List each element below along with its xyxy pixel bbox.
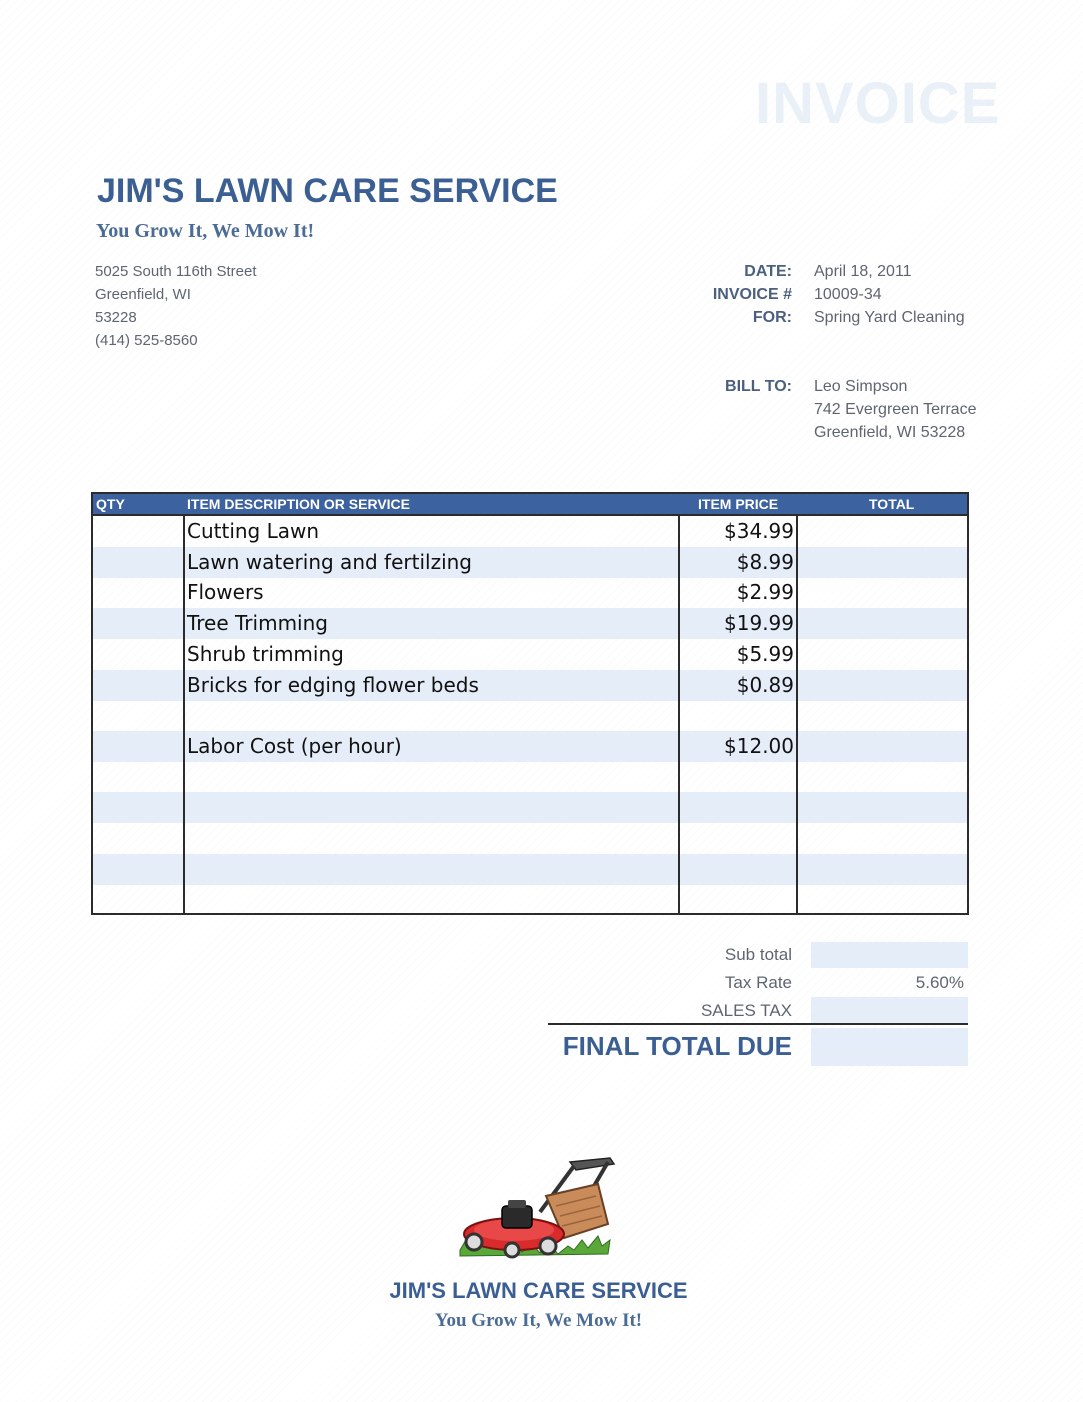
row-price	[680, 700, 794, 731]
row-description: Labor Cost (per hour)	[187, 733, 402, 758]
invoice-meta-values	[814, 260, 965, 329]
row-price: $2.99	[736, 580, 794, 605]
tax-rate-value: 5.60%	[915, 973, 964, 992]
row-total	[803, 884, 963, 915]
bill-to-label: BILL TO:	[725, 378, 792, 395]
bill-to-address	[814, 375, 976, 444]
row-total	[803, 639, 963, 670]
footer-slogan: You Grow It, We Mow It!	[434, 1310, 643, 1331]
row-price: $19.99	[724, 611, 794, 636]
bill-to-street: 742 Evergreen Terrace	[814, 401, 977, 418]
row-total	[803, 762, 963, 793]
row-price	[680, 823, 794, 854]
company-address	[95, 260, 257, 352]
footer-company-name: JIM'S LAWN CARE SERVICE	[389, 1278, 688, 1303]
sales-tax-label: SALES TAX	[700, 1001, 792, 1020]
row-description: Tree Trimming	[187, 611, 328, 636]
row-total	[803, 547, 963, 578]
item-price-header: ITEM PRICE	[698, 496, 779, 512]
column-divider-price	[796, 516, 798, 913]
row-total	[803, 731, 963, 762]
row-price	[680, 884, 794, 915]
table-row	[93, 700, 967, 731]
final-total-box	[811, 1028, 968, 1066]
row-description: Shrub trimming	[187, 641, 344, 666]
row-total	[803, 854, 963, 885]
table-row	[93, 731, 967, 762]
row-price	[680, 762, 794, 793]
table-row	[93, 854, 967, 885]
row-price	[680, 792, 794, 823]
bill-to-name: Leo Simpson	[814, 378, 908, 395]
table-row	[93, 884, 967, 915]
for-label: FOR:	[752, 309, 792, 326]
table-row	[93, 608, 967, 639]
bill-to-city: Greenfield, WI 53228	[814, 424, 966, 441]
table-row	[93, 577, 967, 608]
table-row	[93, 547, 967, 578]
subtotal-label: Sub total	[724, 945, 792, 964]
address-phone: (414) 525-8560	[95, 332, 198, 349]
row-price	[680, 854, 794, 885]
row-description: Bricks for edging flower beds	[187, 672, 479, 697]
table-row	[93, 670, 967, 701]
items-table	[91, 492, 969, 915]
qty-header: QTY	[96, 496, 125, 512]
table-row	[93, 639, 967, 670]
invoice-number-label: INVOICE #	[712, 286, 792, 303]
row-total	[803, 577, 963, 608]
invoice-meta-labels	[640, 260, 792, 329]
for-value: Spring Yard Cleaning	[814, 309, 965, 326]
total-header: TOTAL	[869, 496, 915, 512]
row-total	[803, 792, 963, 823]
tax-rate-label: Tax Rate	[724, 973, 792, 992]
column-divider-description	[678, 516, 680, 913]
sales-tax-box	[811, 997, 968, 1023]
date-value: April 18, 2011	[814, 263, 912, 280]
description-header: ITEM DESCRIPTION OR SERVICE	[187, 496, 410, 512]
row-price: $34.99	[724, 519, 794, 543]
company-name: JIM'S LAWN CARE SERVICE	[97, 172, 558, 210]
table-row	[93, 823, 967, 854]
table-row	[93, 516, 967, 547]
column-divider-qty	[183, 516, 185, 913]
subtotal-box	[811, 942, 968, 968]
row-total	[803, 670, 963, 701]
row-price: $8.99	[736, 549, 794, 574]
company-slogan: You Grow It, We Mow It!	[96, 220, 315, 242]
row-price: $5.99	[736, 641, 794, 666]
table-row	[93, 762, 967, 793]
row-total	[803, 700, 963, 731]
row-price: $0.89	[736, 672, 794, 697]
row-price: $12.00	[724, 733, 794, 758]
invoice-number-value: 10009-34	[814, 286, 882, 303]
row-description: Lawn watering and fertilzing	[187, 549, 472, 574]
row-total	[803, 516, 963, 547]
row-description: Cutting Lawn	[187, 519, 320, 543]
final-total-label: FINAL TOTAL DUE	[562, 1031, 792, 1061]
row-total	[803, 608, 963, 639]
row-description: Flowers	[187, 580, 264, 605]
date-label: DATE:	[744, 263, 792, 280]
total-divider	[548, 1023, 968, 1025]
address-zip: 53228	[95, 309, 137, 326]
invoice-watermark: INVOICE	[755, 71, 1001, 136]
row-total	[803, 823, 963, 854]
address-street: 5025 South 116th Street	[95, 263, 257, 280]
address-city: Greenfield, WI	[95, 286, 191, 303]
table-row	[93, 792, 967, 823]
lawn-mower-icon	[452, 1150, 617, 1268]
items-table-header	[93, 494, 967, 516]
